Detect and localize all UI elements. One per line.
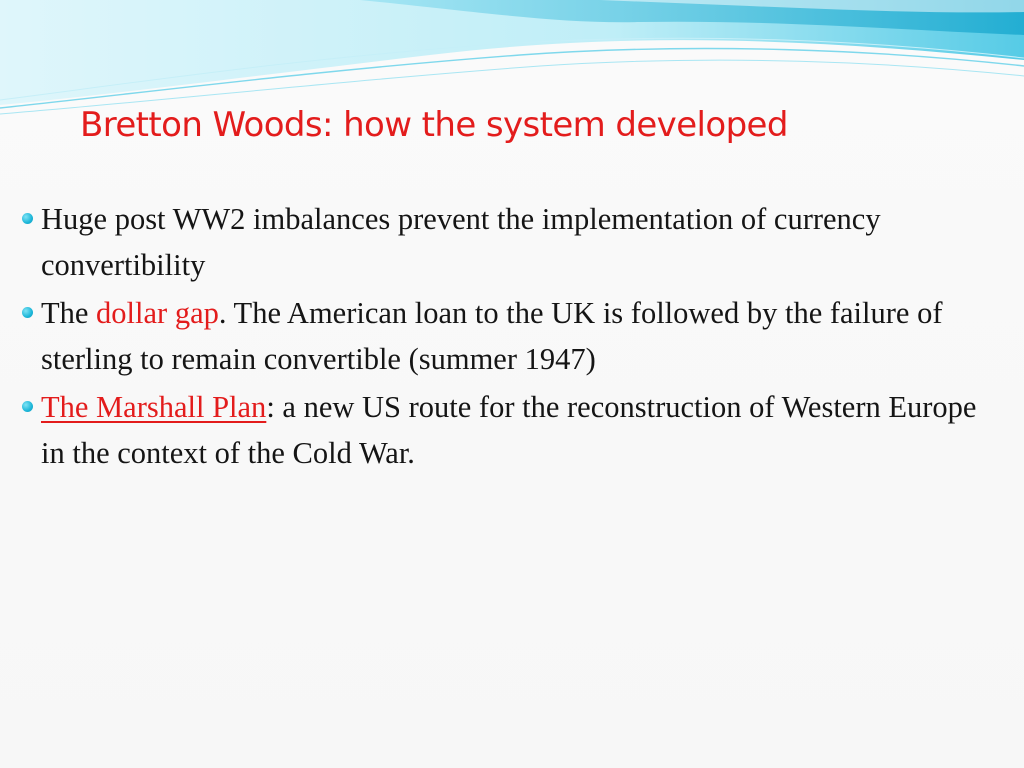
slide-title: Bretton Woods: how the system developed [80,105,788,145]
marshall-plan-link[interactable]: The Marshall Plan [41,390,267,424]
bullet-marker-icon [22,307,33,318]
bullet-marker-icon [22,213,33,224]
dollar-gap-highlight: dollar gap [96,296,219,330]
bullet-rest-text: . The American loan to the UK is followed by the failure of sterling to remain convertible (summer 1947) [41,296,943,376]
bullet-lead-text: The [41,296,97,330]
bullet-marker-icon [22,401,33,412]
bullet-list [22,196,1002,478]
bullet-item [22,290,1002,382]
bullet-item [22,196,1002,288]
bullet-item [22,384,1002,476]
bullet-rest-text: : a new US route for the reconstruction of Western Europe in the context of the Cold War. [41,390,977,470]
bullet-text: Huge post WW2 imbalances prevent the implementation of currency convertibility [41,202,881,282]
